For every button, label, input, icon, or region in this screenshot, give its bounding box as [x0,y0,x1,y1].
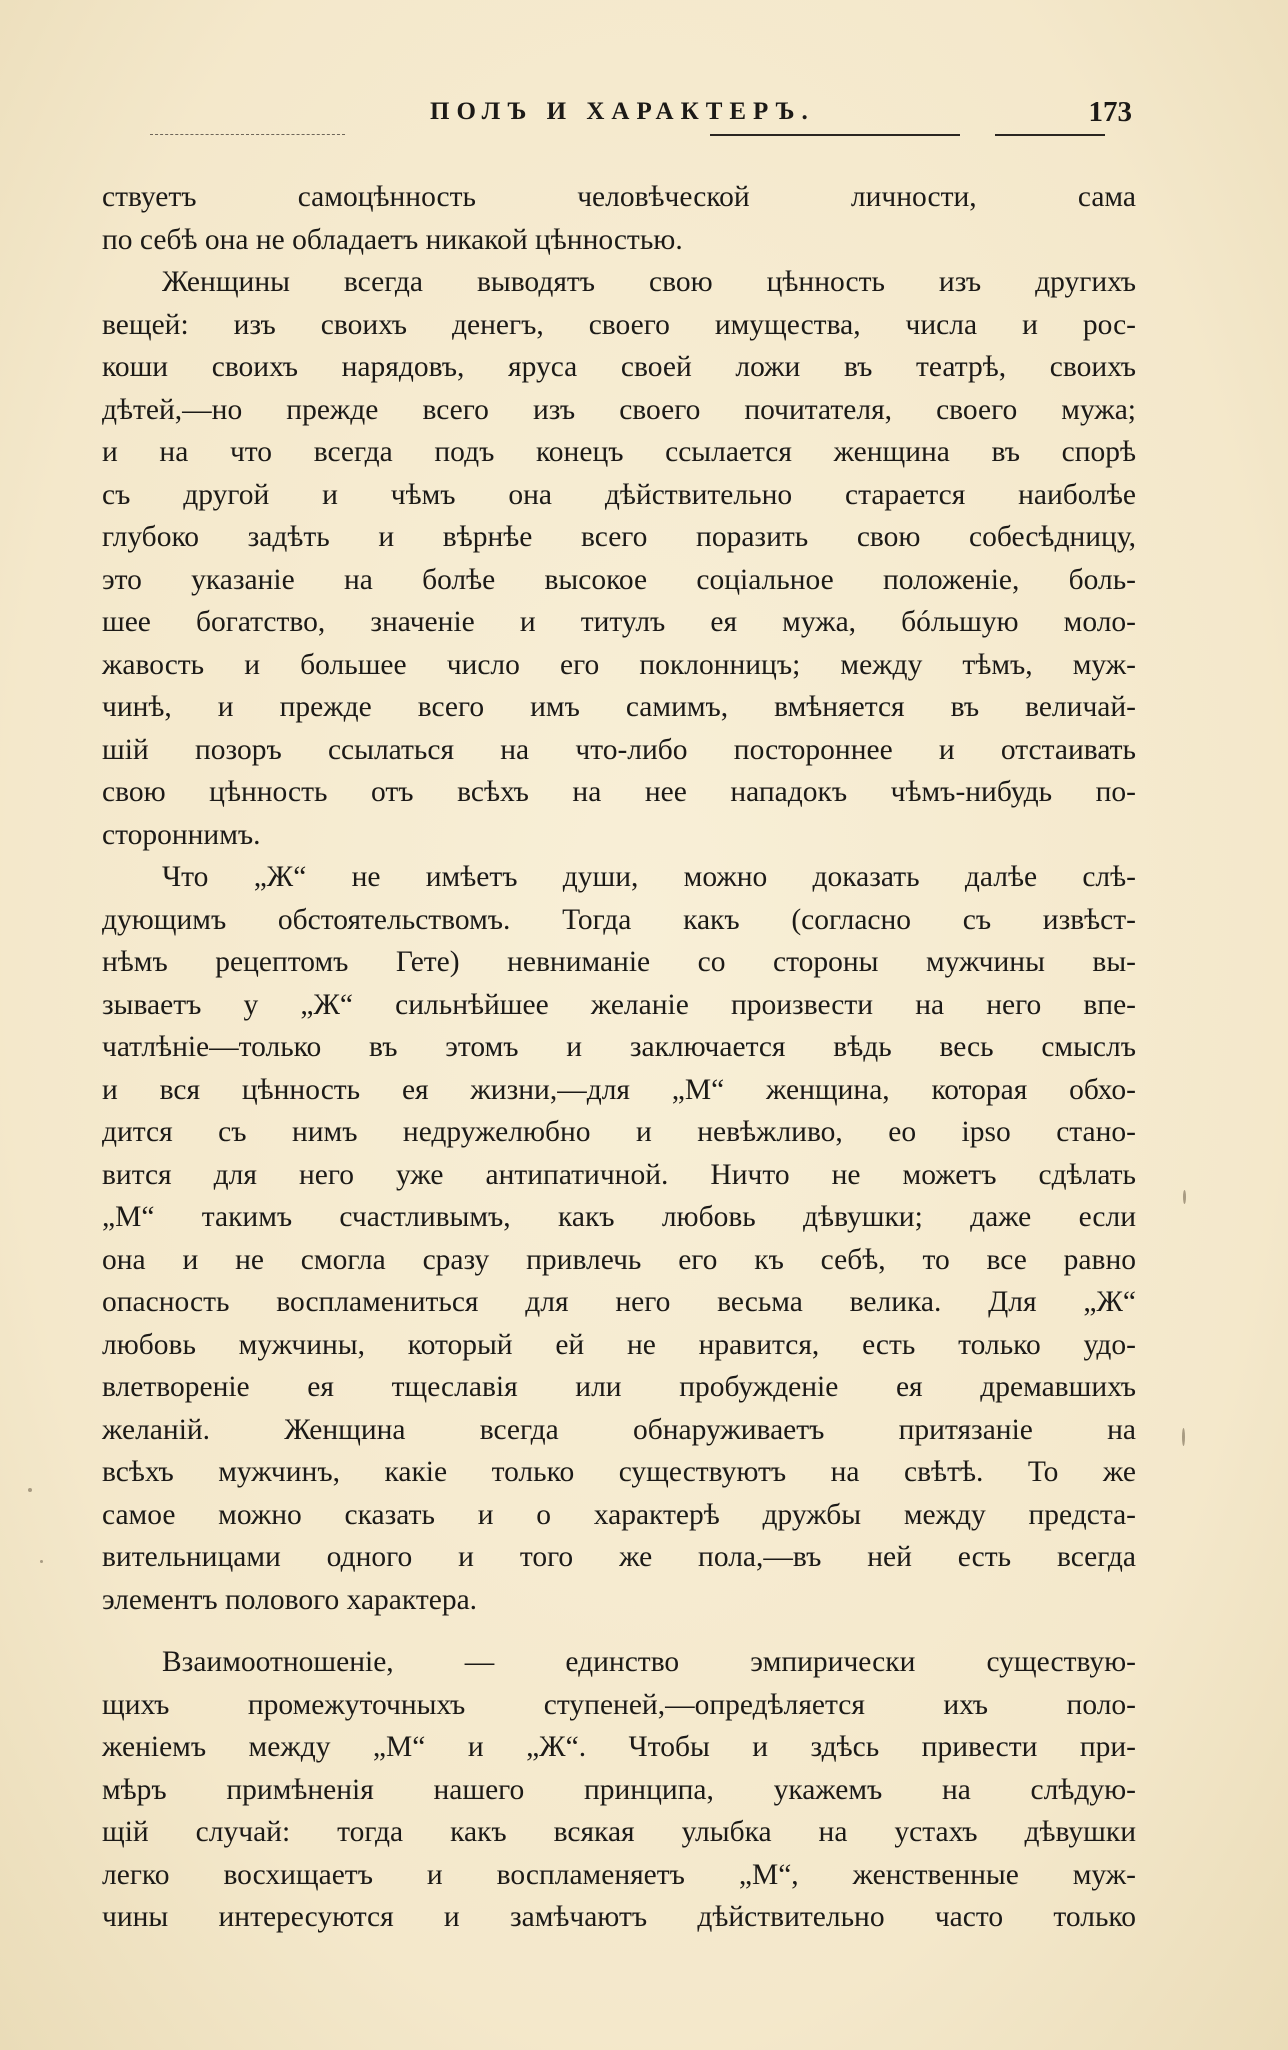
text-line: всѣхъ мужчинъ, какіе только существуютъ на свѣтѣ. То же [102,1456,1136,1488]
paper-speck [40,1560,43,1563]
text-line: и вся цѣнность ея жизни,—для „М“ женщина, которая обхо- [102,1073,1136,1106]
text-line: дится съ нимъ недружелюбно и невѣжливо, eo ipso стано- [102,1116,1136,1148]
text-line: и на что всегда подъ конецъ ссылается женщина въ спорѣ [102,436,1136,468]
text-line: Женщины всегда выводятъ свою цѣнность изъ другихъ [162,266,1136,298]
paper-speck [1182,1428,1185,1446]
text-line: жавость и большее число его поклонницъ; между тѣмъ, муж- [102,648,1136,681]
text-line: элементъ полового характера. [102,1583,478,1616]
text-line: „М“ такимъ счастливымъ, какъ любовь дѣвушки; даже если [102,1201,1136,1233]
text-line: любовь мужчины, который ей не нравится, есть только удо- [102,1328,1136,1361]
paragraph [102,176,1136,261]
text-line: женіемъ между „М“ и „Ж“. Чтобы и здѣсь привести при- [102,1731,1136,1763]
text-line: чинѣ, и прежде всего имъ самимъ, вмѣняется въ величай- [102,691,1136,723]
header-rule-right [995,134,1105,136]
text-line: съ другой и чѣмъ она дѣйствительно старается наиболѣе [102,478,1136,511]
text-line: чатлѣніе—только въ этомъ и заключается вѣдь весь смыслъ [102,1031,1136,1063]
text-line: Что „Ж“ не имѣетъ души, можно доказать далѣе слѣ- [162,861,1136,893]
text-line: она и не смогла сразу привлечь его къ себѣ, то все равно [102,1243,1136,1276]
body-text [102,176,1136,1939]
text-line: чины интересуются и замѣчаютъ дѣйствительно часто только [102,1901,1136,1933]
text-line: дующимъ обстоятельствомъ. Тогда какъ (согласно съ извѣст- [102,903,1136,936]
text-line: стороннимъ. [102,818,261,851]
text-line: щій случай: тогда какъ всякая улыбка на устахъ дѣвушки [102,1816,1136,1848]
text-line: вительницами одного и того же пола,—въ ней есть всегда [102,1541,1136,1573]
page-header [150,98,1140,138]
text-line: глубоко задѣть и вѣрнѣе всего поразить свою собесѣдницу, [102,521,1136,553]
paragraph-gap [102,1621,1136,1641]
paragraph [102,261,1136,856]
text-line: это указаніе на болѣе высокое соціальное положеніе, боль- [102,563,1136,596]
text-line: ствуетъ самоцѣнность человѣческой личности, сама [102,181,1136,213]
text-line: самое можно сказать и о характерѣ дружбы между предста- [102,1498,1136,1531]
text-line: Взаимоотношеніе, — единство эмпирически существую- [162,1646,1136,1678]
text-line: вещей: изъ своихъ денегъ, своего имущества, числа и рос- [102,308,1136,341]
text-line: шее богатство, значеніе и титулъ ея мужа, бóльшую моло- [102,606,1136,638]
paper-speck [28,1488,32,1492]
paragraph [102,1641,1136,1939]
text-line: дѣтей,—но прежде всего изъ своего почитателя, своего мужа; [102,393,1136,426]
text-line: влетвореніе ея тщеславія или пробужденіе ея дремавшихъ [102,1371,1136,1403]
text-line: опасность воспламениться для него весьма велика. Для „Ж“ [102,1286,1136,1318]
text-line: щихъ промежуточныхъ ступеней,—опредѣляется ихъ поло- [102,1688,1136,1721]
text-line: по себѣ она не обладаетъ никакой цѣнностью. [102,223,683,256]
page-number: 173 [1088,96,1132,128]
text-line: шій позоръ ссылаться на что-либо постороннее и отстаивать [102,733,1136,766]
text-line: желаній. Женщина всегда обнаруживаетъ притязаніе на [102,1413,1136,1446]
running-title: ПОЛЪ И ХАРАКТЕРЪ. [430,98,815,125]
text-line: коши своихъ нарядовъ, яруса своей ложи въ театрѣ, своихъ [102,351,1136,383]
text-line: нѣмъ рецептомъ Гете) невниманіе со стороны мужчины вы- [102,946,1136,978]
paper-speck [1183,1190,1186,1204]
text-line: мѣръ примѣненія нашего принципа, укажемъ на слѣдую- [102,1773,1136,1806]
header-rule-middle [710,134,960,136]
paragraph [102,856,1136,1621]
text-line: легко восхищаетъ и воспламеняетъ „М“, женственные муж- [102,1858,1136,1891]
text-line: вится для него уже антипатичной. Ничто не можетъ сдѣлать [102,1158,1136,1191]
text-line: зываетъ у „Ж“ сильнѣйшее желаніе произвести на него впе- [102,988,1136,1021]
header-rule-left [150,134,345,135]
text-line: свою цѣнность отъ всѣхъ на нее нападокъ чѣмъ-нибудь по- [102,776,1136,808]
